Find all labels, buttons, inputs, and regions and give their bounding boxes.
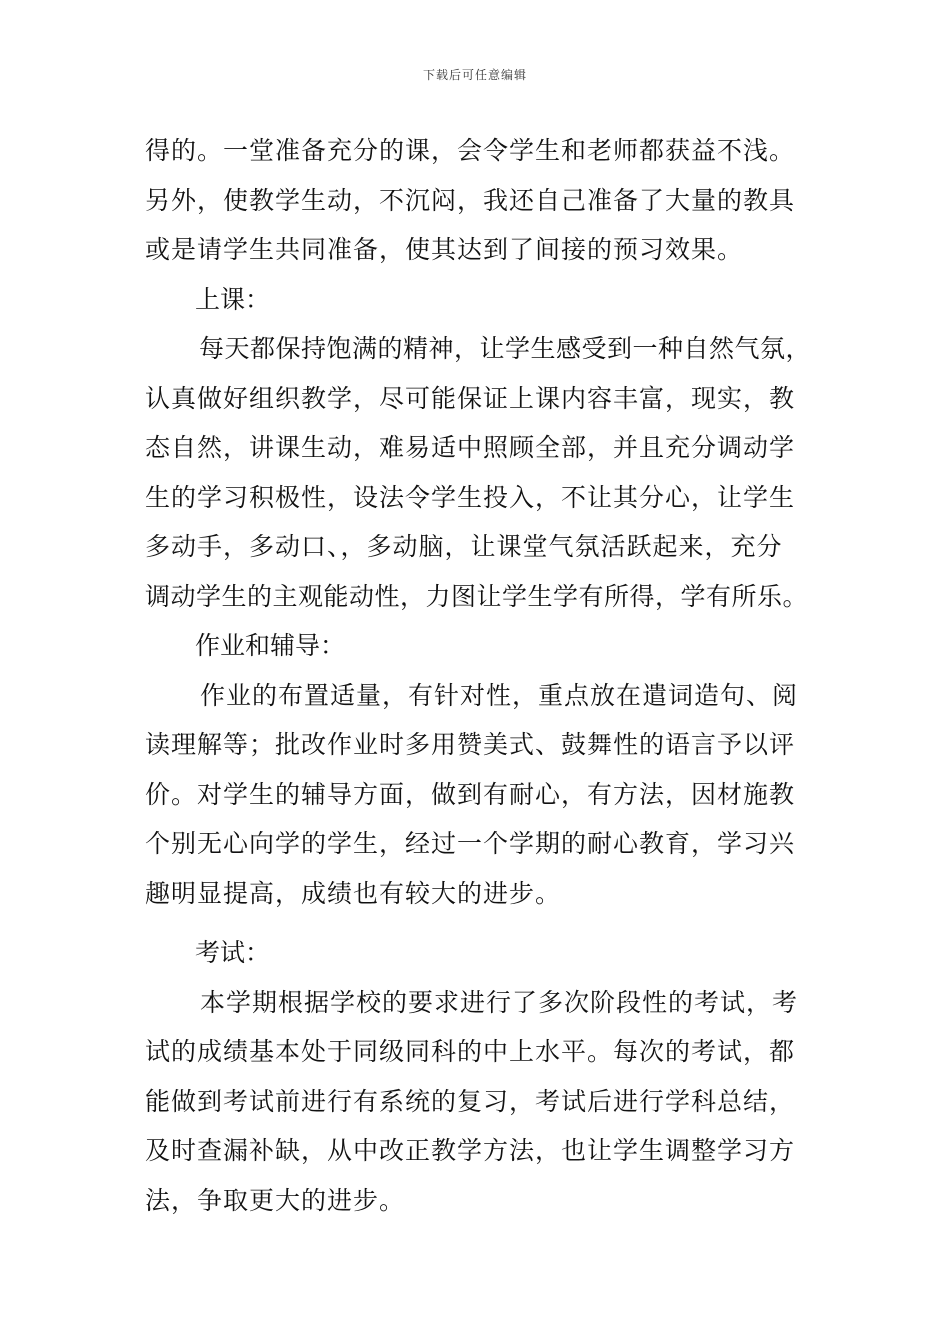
text-line: 读理解等；批改作业时多用赞美式、鼓舞性的语言予以评 (145, 730, 796, 759)
text-line: 另外，使教学生动，不沉闷，我还自己准备了大量的教具 (145, 185, 796, 215)
text-line: 每天都保持饱满的精神，让学生感受到一种自然气氛， (199, 334, 812, 363)
section-heading-homework: 作业和辅导： (195, 631, 346, 660)
text-line: 及时查漏补缺，从中改正教学方法，也让学生调整学习方 (145, 1136, 796, 1165)
section-heading-exam: 考试： (195, 938, 271, 967)
text-line: 多动手，多动口、，多动脑，让课堂气氛活跃起来，充分 (145, 532, 783, 561)
text-line: 趣明显提高，成绩也有较大的进步。 (145, 878, 562, 908)
text-line: 能做到考试前进行有系统的复习，考试后进行学科总结， (145, 1086, 796, 1116)
text-line: 个别无心向学的学生，经过一个学期的耐心教育，学习兴 (145, 829, 796, 858)
text-line: 本学期根据学校的要求进行了多次阶段性的考试，考 (200, 987, 799, 1017)
text-line: 得的。一堂准备充分的课，会令学生和老师都获益不浅。 (145, 136, 796, 165)
document-body (145, 126, 810, 1225)
text-line: 或是请学生共同准备，使其达到了间接的预习效果。 (145, 235, 744, 264)
text-line: 法，争取更大的进步。 (145, 1185, 406, 1215)
spacer (145, 918, 810, 928)
text-line: 价。对学生的辅导方面，做到有耐心，有方法，因材施教 (145, 779, 796, 809)
text-line: 态自然，讲课生动，难易适中照顾全部，并且充分调动学 (145, 433, 796, 462)
header-note: 下载后可任意编辑 (422, 68, 527, 82)
text-line: 试的成绩基本处于同级同科的中上水平。每次的考试，都 (145, 1037, 796, 1066)
text-line: 调动学生的主观能动性，力图让学生学有所得，学有所乐。 (145, 581, 809, 611)
text-line: 认真做好组织教学，尽可能保证上课内容丰富，现实，教 (145, 383, 796, 413)
section-heading-class: 上课： (195, 284, 271, 314)
text-line: 作业的布置适量，有针对性，重点放在遣词造句、阅 (200, 680, 799, 710)
text-line: 生的学习积极性，设法令学生投入，不让其分心，让学生 (145, 482, 796, 512)
